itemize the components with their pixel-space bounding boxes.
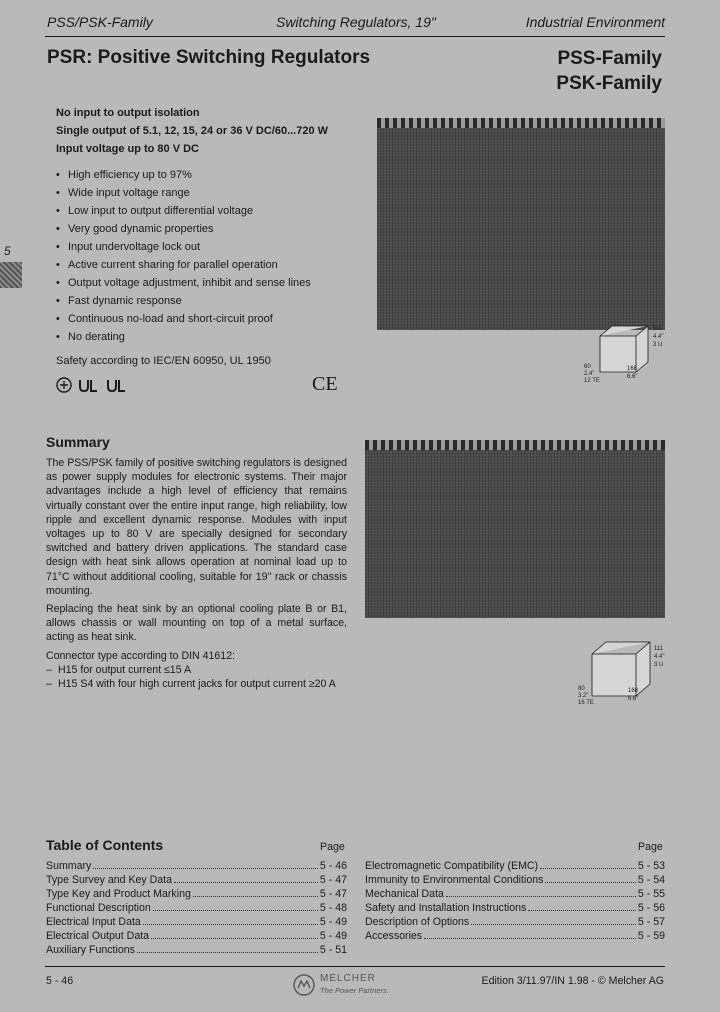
- toc-label: Electrical Input Data: [46, 916, 141, 928]
- dim-label: 3 U: [654, 662, 664, 668]
- summary-heading: Summary: [46, 434, 110, 450]
- feature-item: • Very good dynamic properties: [56, 220, 366, 238]
- toc-heading: Table of Contents: [46, 837, 164, 853]
- summary-paragraph: The PSS/PSK family of positive switching regulators is designed as power supply modules for electronic systems. Their major advantages include a high level of efficiency that remains virtually constant over the entire input range, high reliability, low ripple and excellent dynamic response. Modules with input voltages up to 80 V are specially designed for secondary switched and battery driven applications. The standard case design with heat sink allows operation at nominal load up to 71°C without additional cooling, suitable for 19" rack or chassis mounting.: [46, 457, 347, 597]
- page-title: PSR: Positive Switching Regulators: [47, 47, 371, 68]
- feature-item: • Input undervoltage lock out: [56, 238, 366, 256]
- product-photo-psk: [365, 450, 665, 618]
- product-photo-pss: [377, 125, 665, 330]
- toc-label: Description of Options: [365, 916, 470, 928]
- toc-entry[interactable]: [46, 901, 347, 915]
- toc-entry[interactable]: [46, 887, 347, 901]
- feature-list: [56, 104, 366, 370]
- connector-item: – H15 S4 with four high current jacks for output current ≥20 A: [46, 677, 347, 691]
- dim-label: 12 TE: [584, 378, 600, 384]
- connector-item: – H15 for output current ≤15 A: [46, 663, 347, 677]
- toc-entry[interactable]: [46, 873, 347, 887]
- melcher-logo-icon: [292, 973, 316, 997]
- page-number: 5 - 46: [46, 975, 74, 987]
- toc-entry[interactable]: [365, 887, 665, 901]
- feature-item: • Low input to output differential voltage: [56, 202, 366, 220]
- toc-entry[interactable]: [46, 915, 347, 929]
- dim-label: 4.4": [653, 334, 664, 340]
- toc-page: 5 - 49: [319, 930, 347, 942]
- toc-page: 5 - 49: [319, 916, 347, 928]
- toc-entry[interactable]: [46, 859, 347, 873]
- brand-name: MELCHER: [320, 973, 376, 984]
- header-rule: [45, 36, 665, 37]
- toc-page: 5 - 46: [319, 860, 347, 872]
- toc-page: 5 - 56: [637, 902, 665, 914]
- brand-tagline: The Power Partners.: [320, 986, 389, 995]
- dim-label: 2.4": [584, 371, 595, 377]
- dimension-drawing-2: [582, 638, 654, 702]
- dim-label: 3 U: [653, 342, 663, 348]
- toc-page: 5 - 53: [637, 860, 665, 872]
- heat-sink-fins: [365, 440, 665, 450]
- toc-entry[interactable]: [365, 915, 665, 929]
- case-outline-icon: [590, 322, 652, 378]
- toc-entry[interactable]: [365, 901, 665, 915]
- toc-entry[interactable]: [365, 873, 665, 887]
- toc-page-label: Page: [638, 841, 663, 853]
- header-center: Switching Regulators, 19": [276, 14, 436, 30]
- toc-page: 5 - 57: [637, 916, 665, 928]
- toc-label: Functional Description: [46, 902, 151, 914]
- certification-marks: [56, 376, 146, 394]
- key-spec: No input to output isolation: [56, 107, 200, 119]
- toc-page: 5 - 48: [319, 902, 347, 914]
- feature-item: • Active current sharing for parallel operation: [56, 256, 366, 274]
- ce-mark: CE: [312, 373, 338, 395]
- dim-label: 111: [654, 646, 664, 652]
- key-spec: Single output of 5.1, 12, 15, 24 or 36 V DC/60...720 W: [56, 125, 329, 137]
- toc-page: 5 - 51: [319, 944, 347, 956]
- toc-label: Auxiliary Functions: [46, 944, 135, 956]
- summary-paragraph: Connector type according to DIN 41612:: [46, 649, 236, 662]
- toc-page: 5 - 54: [637, 874, 665, 886]
- dim-label: 4.4": [654, 654, 665, 660]
- feature-item: • Wide input voltage range: [56, 184, 366, 202]
- feature-item: • High efficiency up to 97%: [56, 166, 366, 184]
- toc-label: Accessories: [365, 930, 423, 942]
- toc-page: 5 - 47: [319, 874, 347, 886]
- dim-label: 16 TE: [578, 700, 594, 706]
- toc-label: Electromagnetic Compatibility (EMC): [365, 860, 539, 872]
- safety-statement: Safety according to IEC/EN 60950, UL 1950: [56, 355, 271, 367]
- toc-label: Electrical Output Data: [46, 930, 150, 942]
- toc-label: Type Survey and Key Data: [46, 874, 173, 886]
- toc-page-label: Page: [320, 841, 345, 853]
- toc-entry[interactable]: [46, 943, 347, 957]
- toc-label: Safety and Installation Instructions: [365, 902, 527, 914]
- toc-label: Summary: [46, 860, 92, 872]
- toc-label: Type Key and Product Marking: [46, 888, 191, 900]
- toc-page: 5 - 55: [637, 888, 665, 900]
- toc-left-column: [46, 859, 347, 957]
- key-spec: Input voltage up to 80 V DC: [56, 143, 200, 155]
- dim-label: 80: [578, 686, 585, 692]
- dim-label: 168: [628, 688, 639, 694]
- dim-label: 111: [653, 326, 663, 332]
- dim-label: 6.6": [627, 374, 638, 380]
- header-left: PSS/PSK-Family: [47, 14, 153, 30]
- dim-label: 6.6": [628, 696, 639, 702]
- toc-entry[interactable]: [365, 929, 665, 943]
- family-name: PSS-Family: [557, 48, 662, 69]
- footer-rule: [45, 966, 665, 967]
- section-tab-marker: [0, 262, 22, 288]
- dim-label: 60: [584, 364, 591, 370]
- feature-item: • No derating: [56, 328, 366, 346]
- toc-right-column: [365, 859, 665, 943]
- heat-sink-fins: [377, 118, 665, 128]
- summary-body: [46, 456, 347, 691]
- dim-label: 3.2": [578, 693, 589, 699]
- approval-logos-icon: [56, 376, 146, 394]
- toc-entry[interactable]: [365, 859, 665, 873]
- family-names: [556, 46, 662, 96]
- header-right: Industrial Environment: [525, 14, 665, 30]
- case-outline-icon: [582, 638, 654, 702]
- summary-paragraph: Replacing the heat sink by an optional cooling plate B or B1, allows chassis or wall mounting on top of a metal surface, acting as heat sink.: [46, 603, 347, 644]
- feature-item: • Output voltage adjustment, inhibit and sense lines: [56, 274, 366, 292]
- toc-page: 5 - 59: [637, 930, 665, 942]
- dimension-drawing-1: [590, 322, 652, 378]
- feature-item: • Continuous no-load and short-circuit proof: [56, 310, 366, 328]
- edition-note: Edition 3/11.97/IN 1.98 - © Melcher AG: [481, 975, 664, 987]
- section-number: 5: [4, 244, 11, 258]
- toc-label: Immunity to Environmental Conditions: [365, 874, 544, 886]
- toc-entry[interactable]: [46, 929, 347, 943]
- family-name: PSK-Family: [556, 73, 662, 94]
- toc-page: 5 - 47: [319, 888, 347, 900]
- feature-item: • Fast dynamic response: [56, 292, 366, 310]
- toc-label: Mechanical Data: [365, 888, 444, 900]
- dim-label: 168: [627, 366, 638, 372]
